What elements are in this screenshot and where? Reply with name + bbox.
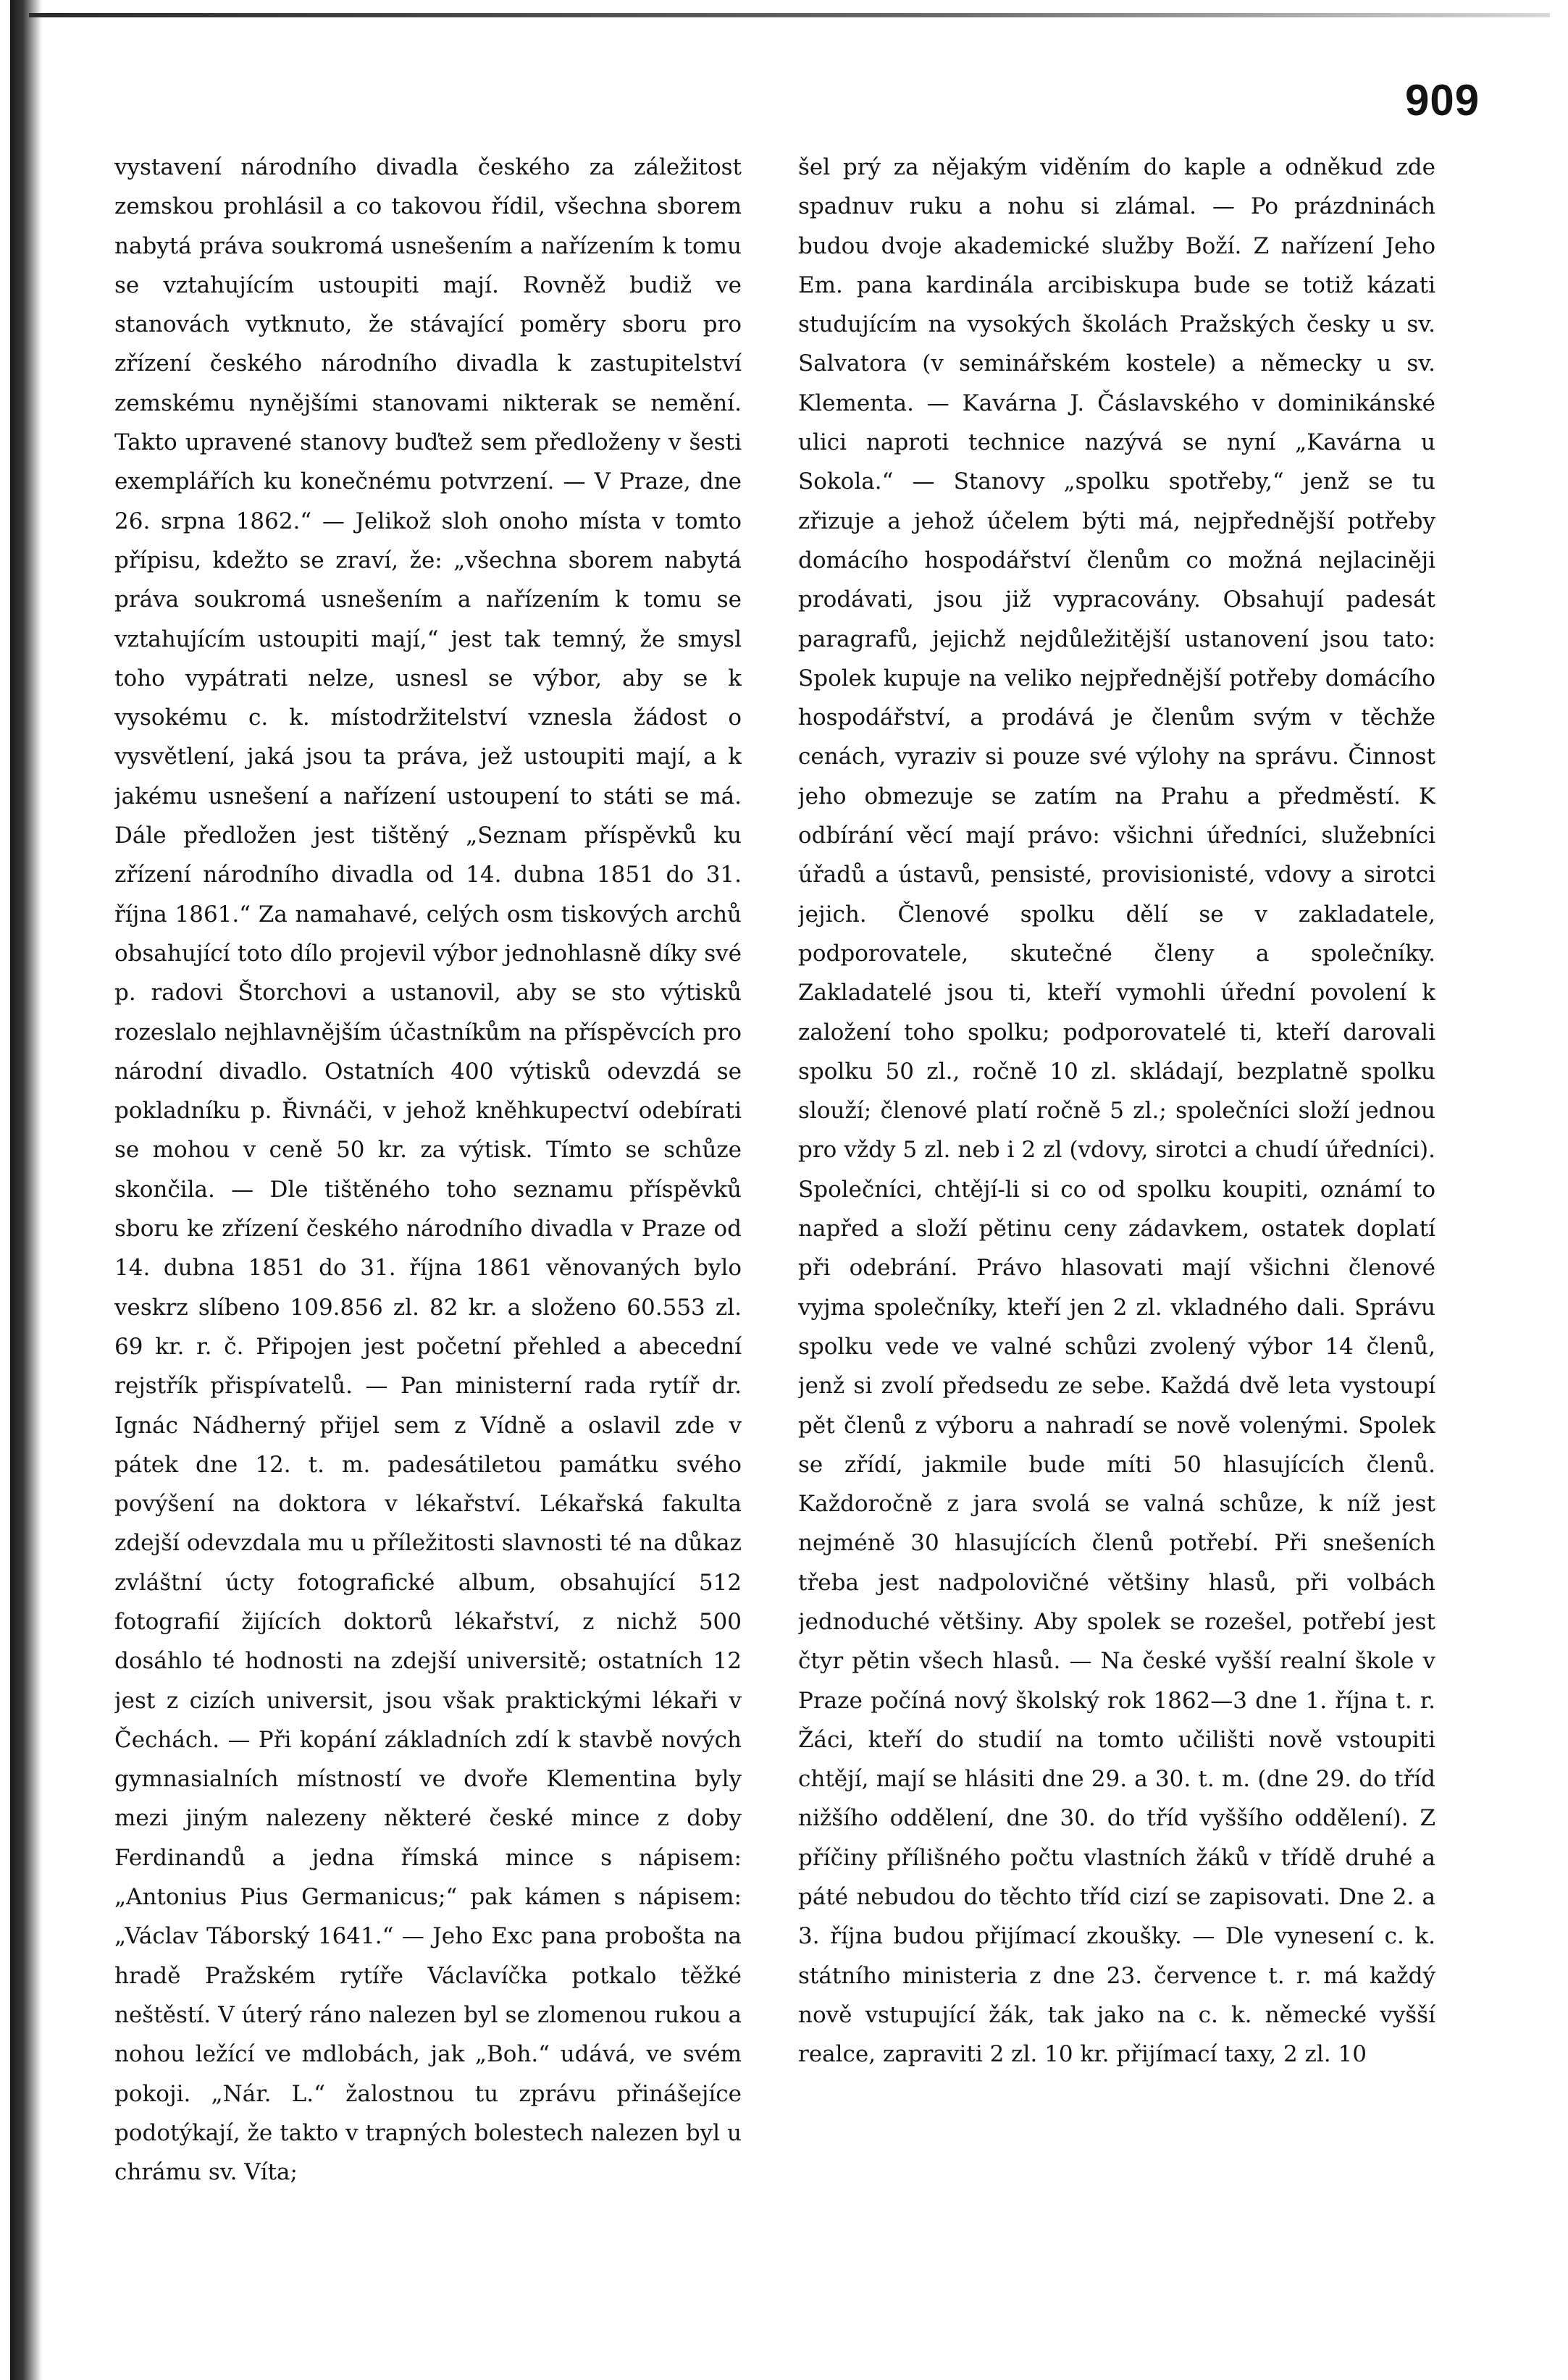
column-left-text: vystavení národního divadla českého za záležitost zemskou prohlásil a co takovou řídil, všechna sborem nabytá práva soukromá usnešením a nařízením k tomu se vztahujícím ustoupiti mají. Rovněž budiž ve stanovách vytknuto, že stávající poměry sboru pro zřízení českého národního divadla k zastupitelství zemskému nynějšími stanovami nikterak se nemění. Takto upravené stanovy buďtež sem předloženy v šesti exemplářích ku konečnému potvrzení. — V Praze, dne 26. srpna 1862.“ — Jelikož sloh onoho místa v tomto přípisu, kdežto se zraví, že: „všechna sborem nabytá práva soukromá usnešením a nařízením k tomu se vztahujícím ustoupiti mají,“ jest tak temný, že smysl toho vypátrati nelze, usnesl se výbor, aby se k vysokému c. k. místodržitelství vznesla žádost o vysvětlení, jaká jsou ta práva, jež ustoupiti mají, a k jakému usnešení a nařízení ustoupení to státi se má. Dále předložen jest tištěný „Seznam příspěvků ku zřízení národního divadla od 14. dubna 1851 do 31. října 1861.“ Za namahavé, celých osm tiskových archů obsahující toto dílo projevil výbor jednohlasně díky své p. radovi Štorchovi a ustanovil, aby se sto výtisků rozeslalo nejhlavnějším účastníkům na příspěvcích pro národní divadlo. Ostatních 400 výtisků odevzdá se pokladníku p. Řivnáči, v jehož kněhkupectví odebírati se mohou v ceně 50 kr. za výtisk. Tímto se schůze skončila. — Dle tištěného toho seznamu příspěvků sboru ke zřízení českého národního divadla v Praze od 14. dubna 1851 do 31. října 1861 věnovaných bylo veskrz slíbeno 109.856 zl. 82 kr. a složeno 60.553 zl. 69 kr. r. č. Připojen jest početní přehled a abecední rejstřík přispívatelů. — Pan ministerní rada rytíř dr. Ignác Nádherný přijel sem z Vídně a oslavil zde v pátek dne 12. t. m. padesátiletou památku svého povýšení na doktora v lékařství. Lékařská fakulta zdejší odevzdala mu u příležitosti slavnosti té na důkaz zvláštní úcty fotografické album, obsahující 512 fotografií žijících doktorů lékařství, z nichž 500 dosáhlo té hodnosti na zdejší universitě; ostatních 12 jest z cizích universit, jsou však praktickými lékaři v Čechách. — Při kopání základních zdí k stavbě nových gymnasialních místností ve dvoře Klementina byly mezi jiným nalezeny některé české mince z doby Ferdinandů a jedna římská mince s nápisem: „Antonius Pius Germanicus;“ pak kámen s nápisem: „Václav Táborský 1641.“ — Jeho Exc pana probošta na hradě Pražském rytíře Václavíčka potkalo těžké neštěstí. V úterý ráno nalezen byl se zlomenou rukou a nohou ležící ve mdlobách, jak „Boh.“ udává, ve svém pokoji. „Nár. L.“ žalostnou tu zprávu přinášejíce podotýkají, že takto v trapných bolestech nalezen byl u chrámu sv. Víta; [114, 154, 742, 2186]
text-column-right [798, 148, 1435, 2334]
page-number: 909 [1405, 76, 1480, 125]
scan-top-edge [29, 13, 1550, 17]
column-right-text: šel prý za nějakým viděním do kaple a odněkud zde spadnuv ruku a nohu si zlámal. — Po prázdninách budou dvoje akademické služby Boží. Z nařízení Jeho Em. pana kardinála arcibiskupa bude se totiž kázati studujícím na vysokých školách Pražských česky u sv. Salvatora (v seminářském kostele) a německy u sv. Klementa. — Kavárna J. Čáslavského v dominikánské ulici naproti technice nazývá se nyní „Kavárna u Sokola.“ — Stanovy „spolku spotřeby,“ jenž se tu zřizuje a jehož účelem býti má, nejpřednější potřeby domácího hospodářství členům co možná nejlaciněji prodávati, jsou již vypracovány. Obsahují padesát paragrafů, jejichž nejdůležitější ustanovení jsou tato: Spolek kupuje na veliko nejpřednější potřeby domácího hospodářství, a prodává je členům svým v těchže cenách, vyraziv si pouze své výlohy na správu. Činnost jeho obmezuje se zatím na Prahu a předměstí. K odbírání věcí mají právo: všichni úředníci, služebníci úřadů a ústavů, pensisté, provisionisté, vdovy a sirotci jejich. Členové spolku dělí se v zakladatele, podporovatele, skutečné členy a společníky. Zakladatelé jsou ti, kteří vymohli úřední povolení k založení toho spolku; podporovatelé ti, kteří darovali spolku 50 zl., ročně 10 zl. skládají, bezplatně spolku slouží; členové platí ročně 5 zl.; společníci složí jednou pro vždy 5 zl. neb i 2 zl (vdovy, sirotci a chudí úředníci). Společníci, chtějí-li si co od spolku koupiti, oznámí to napřed a složí pětinu ceny zádavkem, ostatek doplatí při odebrání. Právo hlasovati mají všichni členové vyjma společníky, kteří jen 2 zl. vkladného dali. Správu spolku vede ve valné schůzi zvolený výbor 14 členů, jenž si zvolí předsedu ze sebe. Každá dvě leta vystoupí pět členů z výboru a nahradí se nově volenými. Spolek se zřídí, jakmile bude míti 50 hlasujících členů. Každoročně z jara svolá se valná schůze, k níž jest nejméně 30 hlasujících členů potřebí. Při snešeních třeba jest nadpolovičné většiny hlasů, při volbách jednoduché většiny. Aby spolek se rozešel, potřebí jest čtyr pětin všech hlasů. — Na české vyšší realní škole v Praze počíná nový školský rok 1862—3 dne 1. října t. r. Žáci, kteří do studií na tomto učilišti nově vstoupiti chtějí, mají se hlásiti dne 29. a 30. t. m. (dne 29. do tříd nižšího oddělení, dne 30. do tříd vyššího oddělení). Z příčiny přílišného počtu vlastních žáků v třídě druhé a páté nebudou do těchto tříd cizí se zapisovati. Dne 2. a 3. října budou přijímací zkoušky. — Dle vynesení c. k. státního ministeria z dne 23. července t. r. má každý nově vstupující žák, tak jako na c. k. německé vyšší realce, zapraviti 2 zl. 10 kr. přijímací taxy, 2 zl. 10 [798, 154, 1435, 2068]
text-column-left [114, 148, 742, 2334]
scan-binding-edge [10, 0, 42, 2380]
